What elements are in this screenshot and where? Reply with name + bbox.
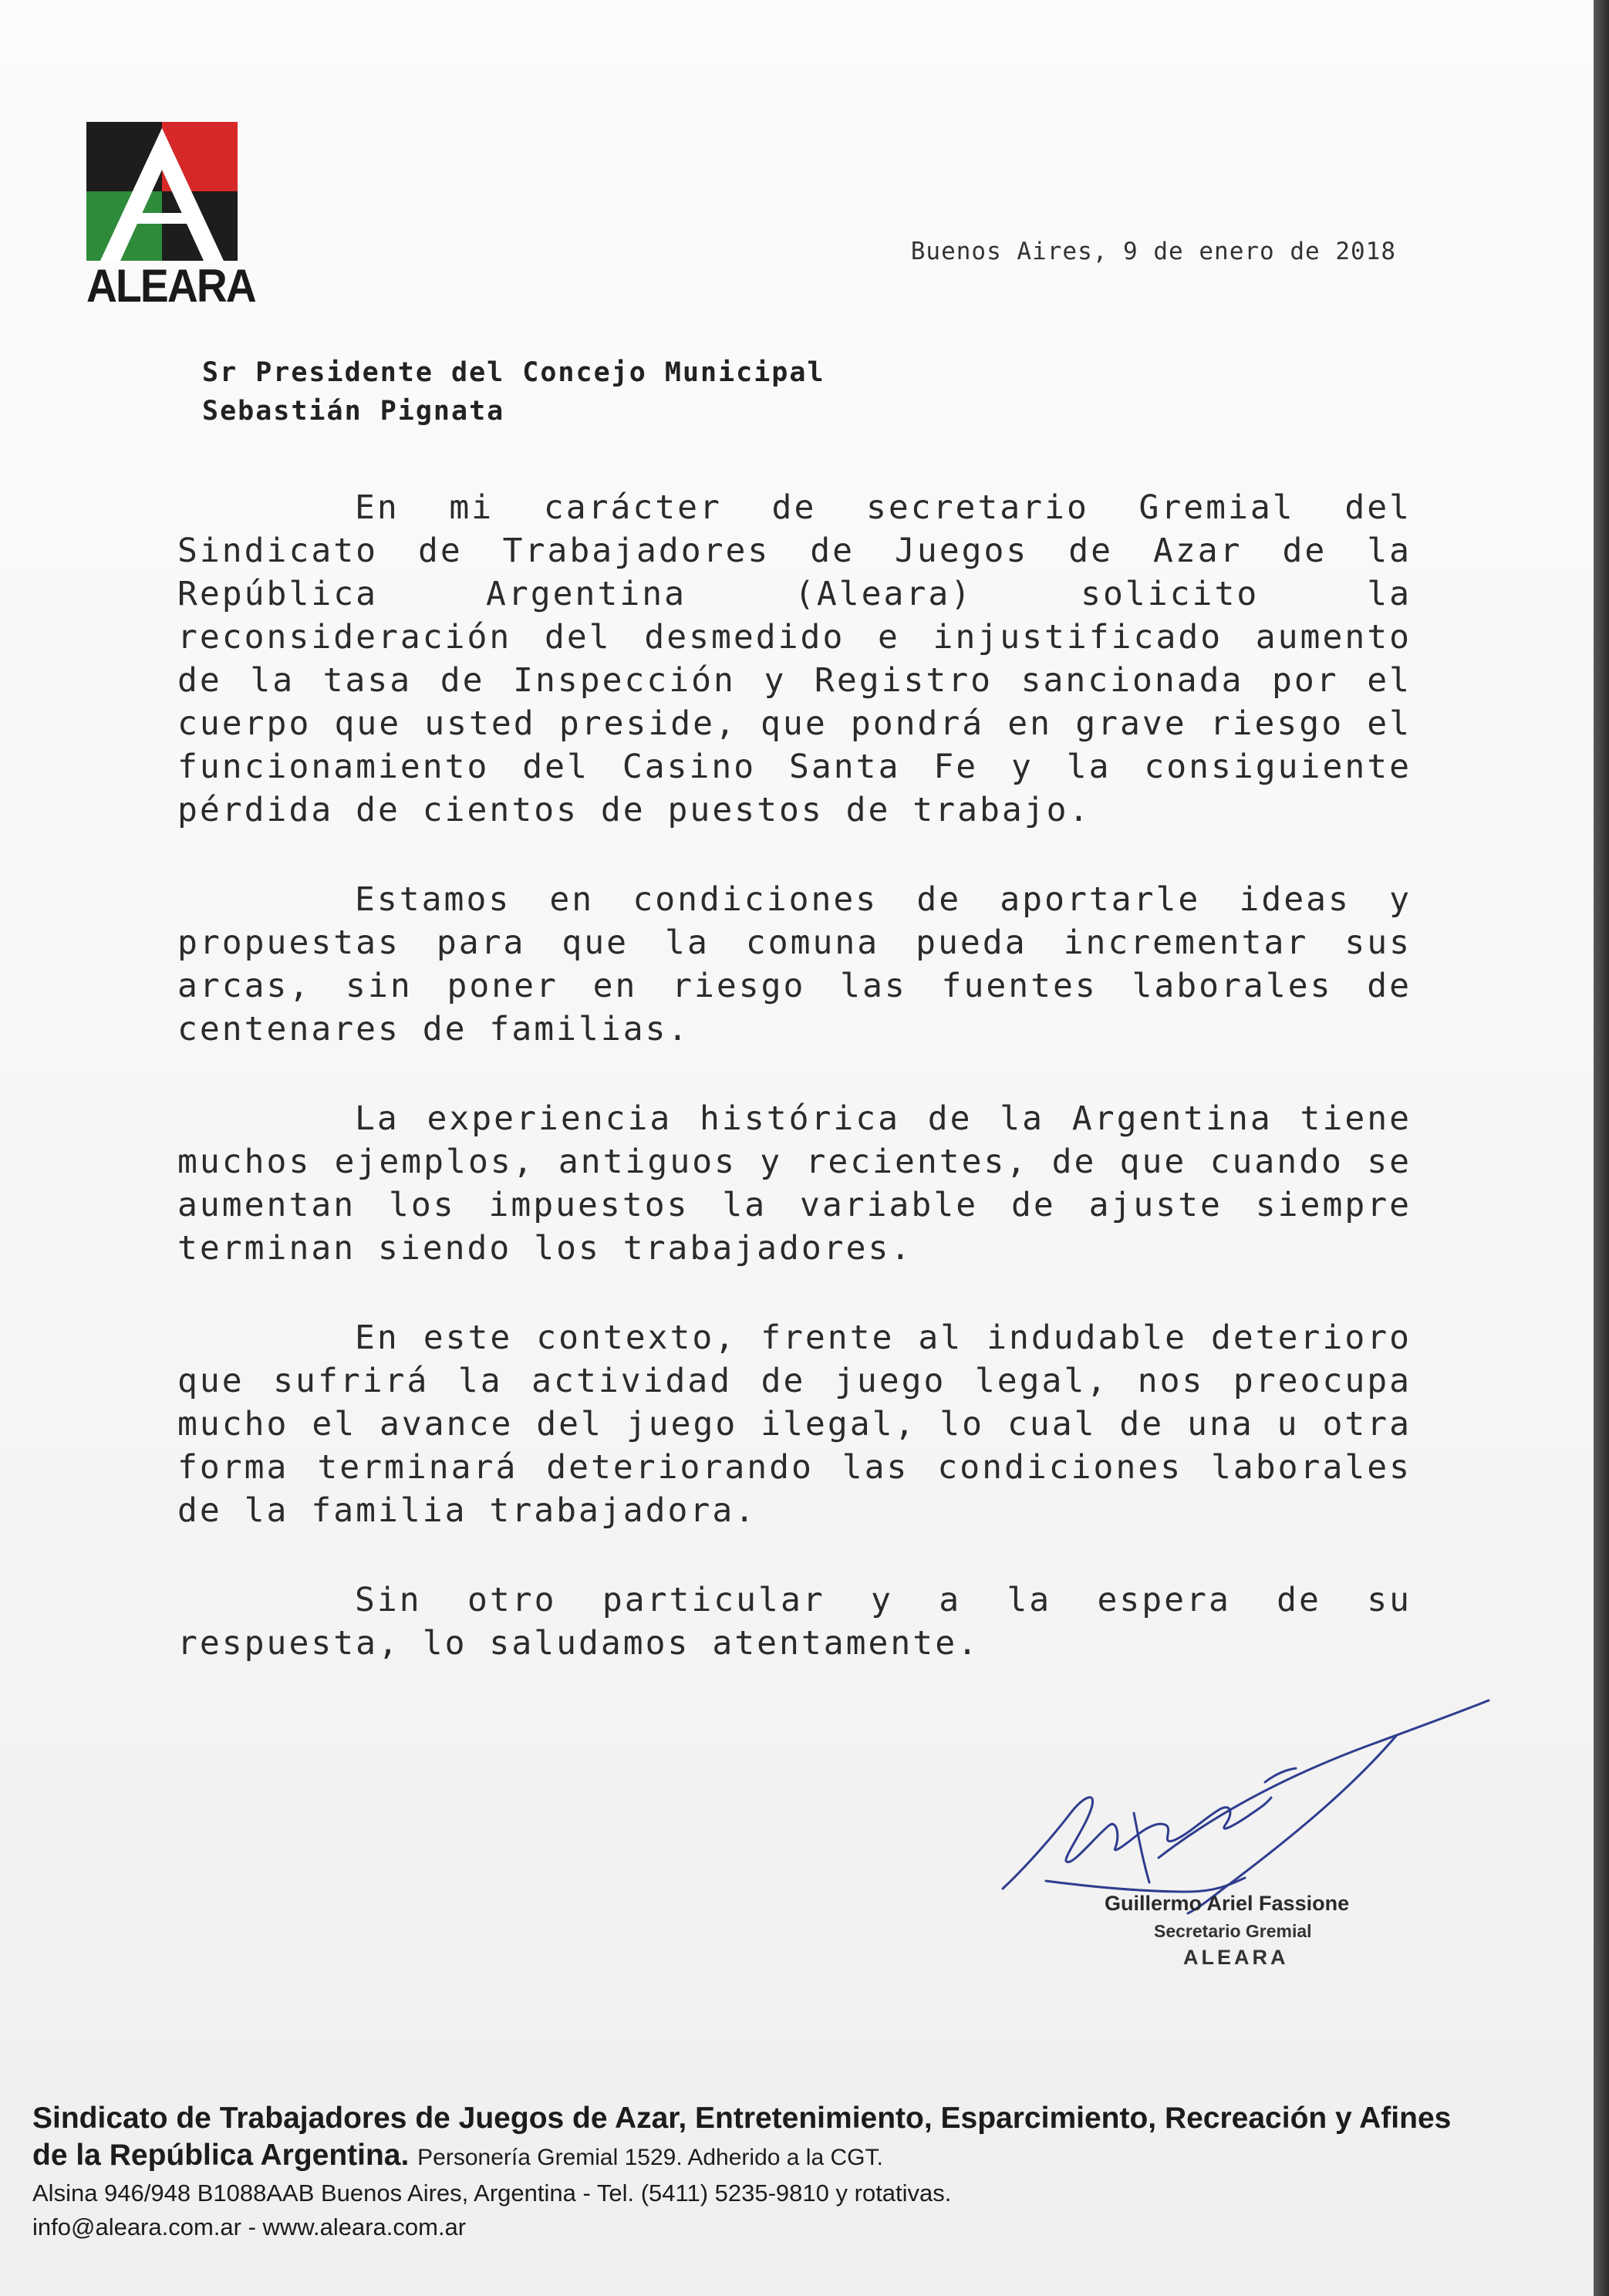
addressee-block [202,353,825,430]
aleara-logo [86,122,255,316]
footer-address: Alsina 946/948 B1088AAB Buenos Aires, Argentina - Tel. (5411) 5235-9810 y rotativas. [32,2180,952,2207]
footer-registration: Personería Gremial 1529. Adherido a la CGT. [417,2145,883,2170]
letter-body [177,486,1412,1711]
footer-contact: info@aleara.com.ar - www.aleara.com.ar [32,2213,467,2240]
paragraph-2: Estamos en condiciones de aportarle ideas y propuestas para que la comuna pueda incrementar sus arcas, sin poner en riesgo las fuentes laborales de centenares de familias. [177,880,1412,1048]
letterhead-footer [32,2100,1560,2244]
addressee-name: Sebastián Pignata [202,396,505,427]
paragraph-3: La experiencia histórica de la Argentina tiene muchos ejemplos, antiguos y recientes, de que cuando se aumentan los impuestos la variable de ajuste siempre terminan siendo los trabajadores. [177,1099,1412,1268]
signatory-role: Secretario Gremial [1154,1921,1312,1941]
paragraph-1: En mi carácter de secretario Gremial del Sindicato de Trabajadores de Juegos de Azar de la República Argentina (Aleara) solicito la reconsideración del desmedido e injustificado aumento de la tasa de Inspección y Registro sancionada por el cuerpo que usted preside, que pondrá en grave riesgo el funcionamiento del Casino Santa Fe y la consiguiente pérdida de cientos de puestos de trabajo. [177,488,1412,829]
paragraph-closing: Sin otro particular y a la espera de su respuesta, lo saludamos atentamente. [177,1581,1412,1663]
aleara-logo-mark [86,122,238,261]
paragraph-4: En este contexto, frente al indudable deterioro que sufrirá la actividad de juego legal, nos preocupa mucho el avance del juego ilegal, lo cual de una u otra forma terminará deteriorando las condiciones laborales de la familia trabajadora. [177,1319,1412,1530]
footer-country: de la República Argentina. [32,2139,410,2172]
aleara-logo-wordmark: ALEARA [86,260,255,312]
page-edge-shadow [1594,0,1609,2296]
footer-line-2 [32,2137,1560,2176]
footer-union-name: Sindicato de Trabajadores de Juegos de Azar, Entretenimiento, Esparcimiento, Recreación y Afines [32,2102,1452,2135]
letter-date: Buenos Aires, 9 de enero de 2018 [910,238,1396,265]
signatory-org: ALEARA [1183,1946,1289,1969]
addressee-title: Sr Presidente del Concejo Municipal [202,357,825,388]
handwritten-signature [980,1690,1504,1921]
signatory-name: Guillermo Ariel Fassione [1105,1892,1350,1915]
